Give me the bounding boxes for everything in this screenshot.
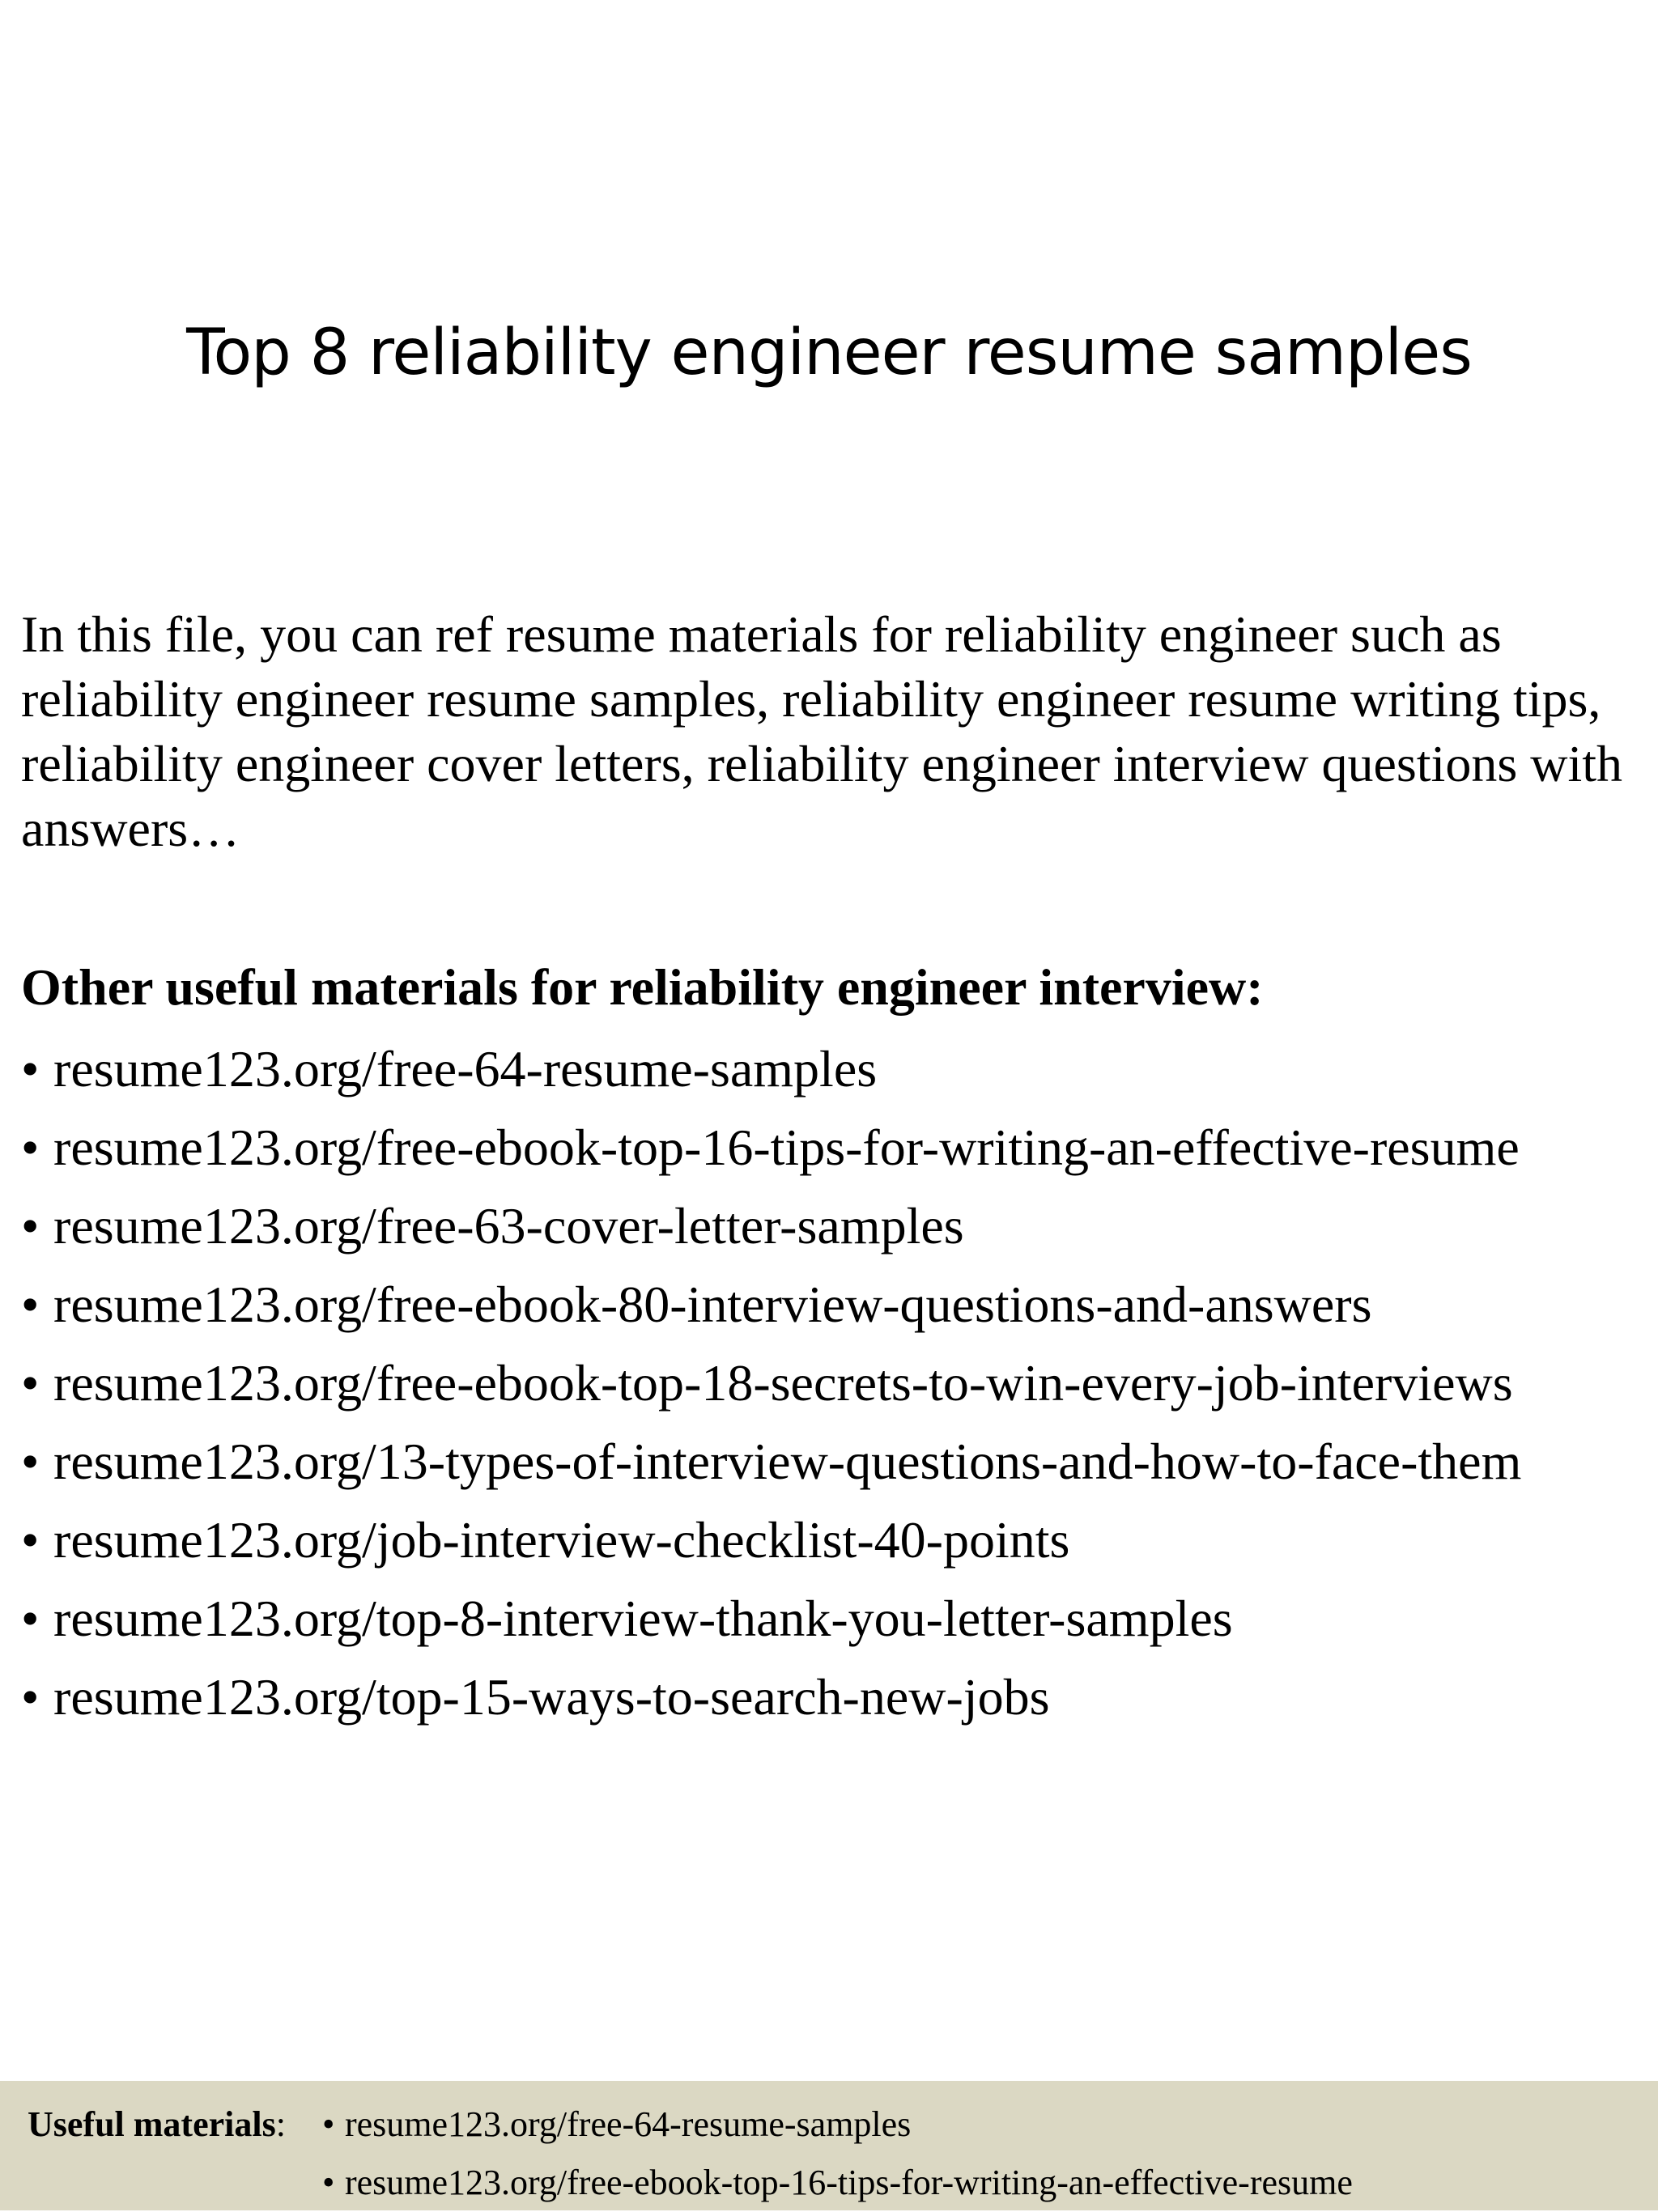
- material-link[interactable]: resume123.org/free-ebook-top-18-secrets-to-win-every-job-interviews: [53, 1354, 1513, 1412]
- material-link[interactable]: resume123.org/top-15-ways-to-search-new-jobs: [53, 1668, 1050, 1726]
- list-item: [21, 1579, 1648, 1658]
- footer-link-list: [322, 2095, 1353, 2212]
- material-link[interactable]: resume123.org/free-64-resume-samples: [53, 1040, 878, 1098]
- materials-heading: Other useful materials for reliability engineer interview:: [21, 958, 1264, 1016]
- bullet-icon: •: [21, 1119, 40, 1176]
- footer-label-separator: :: [275, 2104, 286, 2144]
- list-item: [21, 1501, 1648, 1579]
- bullet-icon: •: [21, 1511, 40, 1569]
- footer-bar: [0, 2081, 1658, 2210]
- bullet-icon: •: [21, 1590, 40, 1647]
- bullet-icon: •: [21, 1276, 40, 1333]
- footer-link[interactable]: resume123.org/free-64-resume-samples: [345, 2104, 912, 2144]
- material-link[interactable]: resume123.org/13-types-of-interview-questions-and-how-to-face-them: [53, 1433, 1522, 1490]
- list-item: [21, 1265, 1648, 1344]
- material-link[interactable]: resume123.org/top-8-interview-thank-you-letter-samples: [53, 1590, 1233, 1647]
- bullet-icon: •: [21, 1197, 40, 1255]
- bullet-icon: •: [21, 1040, 40, 1098]
- material-link[interactable]: resume123.org/free-ebook-top-16-tips-for-writing-an-effective-resume: [53, 1119, 1520, 1176]
- list-item: [322, 2095, 1353, 2154]
- list-item: [21, 1658, 1648, 1736]
- footer-label-text: Useful materials: [28, 2104, 276, 2144]
- footer-link[interactable]: resume123.org/free-ebook-top-16-tips-for-writing-an-effective-resume: [345, 2163, 1353, 2202]
- material-link[interactable]: resume123.org/free-ebook-80-interview-questions-and-answers: [53, 1276, 1372, 1333]
- bullet-icon: •: [322, 2104, 335, 2144]
- bullet-icon: •: [322, 2163, 335, 2202]
- intro-paragraph: In this file, you can ref resume materials for reliability engineer such as reliability engineer resume samples, reliability engineer resume writing tips, reliability engineer cover letters, reliability engineer interview questions with answers…: [21, 605, 1622, 857]
- list-item: [21, 1344, 1648, 1422]
- list-item: [322, 2154, 1353, 2212]
- bullet-icon: •: [21, 1433, 40, 1490]
- bullet-icon: •: [21, 1668, 40, 1726]
- list-item: [21, 1030, 1648, 1108]
- bullet-icon: •: [21, 1354, 40, 1412]
- material-link[interactable]: resume123.org/job-interview-checklist-40-points: [53, 1511, 1070, 1569]
- footer-label: [28, 2095, 286, 2154]
- material-link[interactable]: resume123.org/free-63-cover-letter-samples: [53, 1197, 964, 1255]
- page-title: Top 8 reliability engineer resume samples: [186, 316, 1472, 389]
- list-item: [21, 1422, 1648, 1501]
- materials-link-list: [21, 1030, 1648, 1736]
- list-item: [21, 1108, 1648, 1187]
- list-item: [21, 1187, 1648, 1265]
